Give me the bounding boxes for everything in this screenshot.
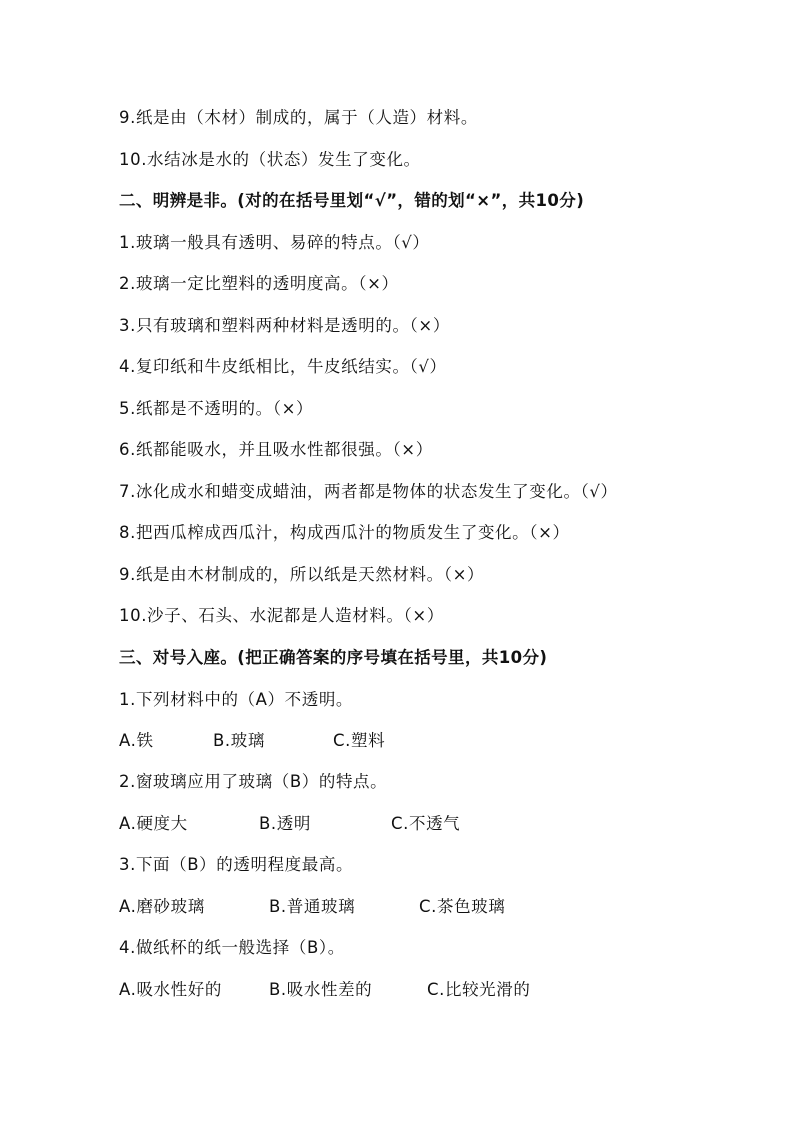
option-a: A.铁 — [119, 731, 154, 750]
true-false-item-8: 8.把西瓜榨成西瓜汁，构成西瓜汁的物质发生了变化。（×） — [119, 523, 570, 542]
choice-question-1: 1.下列材料中的（A）不透明。 — [119, 690, 354, 709]
true-false-item-9: 9.纸是由木材制成的，所以纸是天然材料。（×） — [119, 565, 485, 584]
fill-blank-item-10: 10.水结冰是水的（状态）发生了变化。 — [119, 150, 421, 169]
option-c: C.茶色玻璃 — [419, 897, 506, 916]
true-false-item-2: 2.玻璃一定比塑料的透明度高。（×） — [119, 274, 399, 293]
true-false-item-4: 4.复印纸和牛皮纸相比，牛皮纸结实。（√） — [119, 357, 447, 376]
section-2-heading: 二、明辨是非。(对的在括号里划“√”，错的划“×”，共10分) — [119, 191, 585, 210]
option-b: B.玻璃 — [213, 731, 265, 750]
option-b: B.普通玻璃 — [269, 897, 356, 916]
option-a: A.吸水性好的 — [119, 980, 222, 999]
true-false-item-7: 7.冰化成水和蜡变成蜡油，两者都是物体的状态发生了变化。（√） — [119, 482, 618, 501]
fill-blank-item-9: 9.纸是由（木材）制成的，属于（人造）材料。 — [119, 108, 478, 127]
true-false-item-1: 1.玻璃一般具有透明、易碎的特点。（√） — [119, 233, 430, 252]
true-false-item-3: 3.只有玻璃和塑料两种材料是透明的。（×） — [119, 316, 450, 335]
option-a: A.硬度大 — [119, 814, 188, 833]
option-a: A.磨砂玻璃 — [119, 897, 205, 916]
true-false-item-10: 10.沙子、石头、水泥都是人造材料。（×） — [119, 606, 444, 625]
choice-question-3: 3.下面（B）的透明程度最高。 — [119, 855, 354, 874]
choice-question-2: 2.窗玻璃应用了玻璃（B）的特点。 — [119, 772, 388, 791]
option-c: C.塑料 — [333, 731, 386, 750]
option-b: B.吸水性差的 — [269, 980, 373, 999]
true-false-item-6: 6.纸都能吸水，并且吸水性都很强。（×） — [119, 440, 433, 459]
section-3-heading: 三、对号入座。(把正确答案的序号填在括号里，共10分) — [119, 648, 548, 667]
true-false-item-5: 5.纸都是不透明的。（×） — [119, 399, 314, 418]
option-c: C.比较光滑的 — [427, 980, 531, 999]
option-b: B.透明 — [259, 814, 311, 833]
choice-question-4: 4.做纸杯的纸一般选择（B）。 — [119, 938, 345, 957]
option-c: C.不透气 — [391, 814, 461, 833]
